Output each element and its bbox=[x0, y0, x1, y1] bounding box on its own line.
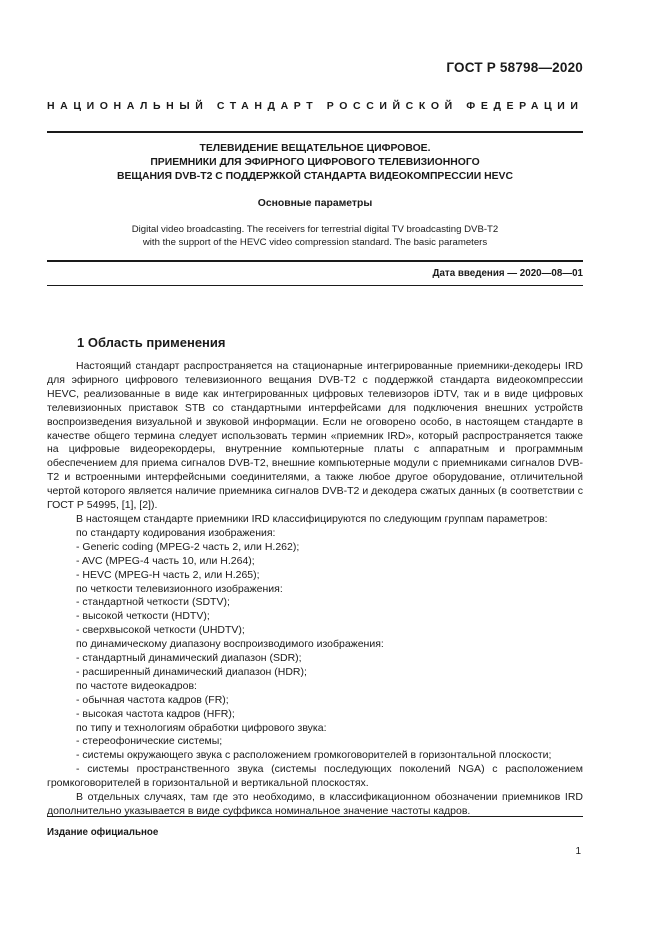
list-item: - стандартной четкости (SDTV); bbox=[76, 596, 230, 609]
list-item: по динамическому диапазону воспроизводимого изображения: bbox=[76, 638, 384, 651]
paragraph: Настоящий стандарт распространяется на стационарные интегрированные приемники-декодеры IRD для эфирного цифрового телевизионного вещания DVB-T2 с поддержкой стандарта видеокомпрессии HEVC, реализованные в виде как интегрированных цифровых телевизоров iDTV, так и в виде цифровых телевизионных приставок STB со стандартными интерфейсами для подключения внешних устройств воспроизведения визуальной и звуковой информации. Если не оговорено особо, в настоящем стандарте в качестве общего термина следует использовать термин «приемник IRD», который распространяется также на цифровые видеорекордеры, внутренние компьютерные платы с аппаратным и программным обеспечением для приема сигналов DVB-T2, внешние компьютерные модули с приемниками сигналов DVB-T2 и встроенными интерфейсными соединителями, а также любое другое оборудование, отличительной чертой которого является наличие приемника сигналов DVB-T2 и декодера сжатых данных (в соответствии с ГОСТ Р 54995, [1], [2]). bbox=[47, 360, 583, 512]
date-divider bbox=[47, 285, 583, 286]
list-item: - сверхвысокой четкости (UHDTV); bbox=[76, 624, 245, 637]
list-item: по четкости телевизионного изображения: bbox=[76, 582, 283, 595]
list-item: - стандартный динамический диапазон (SDR); bbox=[76, 652, 302, 665]
english-title bbox=[47, 223, 583, 249]
list-item: по стандарту кодирования изображения: bbox=[76, 526, 276, 539]
effective-date: Дата введения — 2020—08—01 bbox=[432, 268, 583, 279]
title-line: ПРИЕМНИКИ ДЛЯ ЭФИРНОГО ЦИФРОВОГО ТЕЛЕВИЗИОННОГО bbox=[150, 157, 480, 168]
list-item: - высокой четкости (HDTV); bbox=[76, 610, 210, 623]
list-item: - HEVC (MPEG-H часть 2, или H.265); bbox=[76, 568, 260, 581]
list-item: - AVC (MPEG-4 часть 10, или H.264); bbox=[76, 554, 255, 567]
document-subtitle: Основные параметры bbox=[257, 198, 373, 209]
paragraph: В настоящем стандарте приемники IRD классифицируются по следующим группам параметров: bbox=[76, 512, 548, 525]
page-number: 1 bbox=[575, 846, 581, 857]
standard-code: ГОСТ Р 58798—2020 bbox=[446, 60, 583, 75]
section-heading: 1 Область применения bbox=[77, 335, 226, 350]
english-title-line: with the support of the HEVC video compression standard. The basic parameters bbox=[142, 237, 488, 248]
list-item: - системы пространственного звука (системы последующих поколений NGA) с расположением громкоговорителей в горизонтальной и вертикальной плоскостях. bbox=[47, 763, 583, 790]
national-standard-line: НАЦИОНАЛЬНЫЙ СТАНДАРТ РОССИЙСКОЙ ФЕДЕРАЦИИ bbox=[47, 100, 584, 112]
footer-divider bbox=[47, 816, 583, 817]
header-divider bbox=[47, 131, 583, 133]
list-item: - обычная частота кадров (FR); bbox=[76, 693, 229, 706]
title-line: ТЕЛЕВИДЕНИЕ ВЕЩАТЕЛЬНОЕ ЦИФРОВОЕ. bbox=[199, 143, 431, 154]
english-title-line: Digital video broadcasting. The receivers for terrestrial digital TV broadcasting DVB-T2 bbox=[131, 224, 499, 235]
paragraph: В отдельных случаях, там где это необходимо, в классификационном обозначении приемников IRD дополнительно указывается в виде суффикса номинальное значение частоты кадров. bbox=[47, 791, 583, 817]
list-item: по частоте видеокадров: bbox=[76, 679, 197, 692]
title-line: ВЕЩАНИЯ DVB-T2 С ПОДДЕРЖКОЙ СТАНДАРТА ВИДЕОКОМПРЕССИИ HEVC bbox=[117, 171, 513, 182]
document-title bbox=[47, 142, 583, 184]
list-item: - расширенный динамический диапазон (HDR); bbox=[76, 665, 307, 678]
official-edition-label: Издание официальное bbox=[47, 827, 159, 838]
list-item: по типу и технологиям обработки цифрового звука: bbox=[76, 721, 327, 734]
title-divider bbox=[47, 260, 583, 262]
list-item: - стереофонические системы; bbox=[76, 735, 223, 748]
list-item: - высокая частота кадров (HFR); bbox=[76, 707, 235, 720]
section-body bbox=[47, 360, 583, 819]
list-item: - системы окружающего звука с расположением громкоговорителей в горизонтальной плоскости; bbox=[76, 749, 552, 762]
list-item: - Generic coding (MPEG-2 часть 2, или H.262); bbox=[76, 540, 300, 553]
